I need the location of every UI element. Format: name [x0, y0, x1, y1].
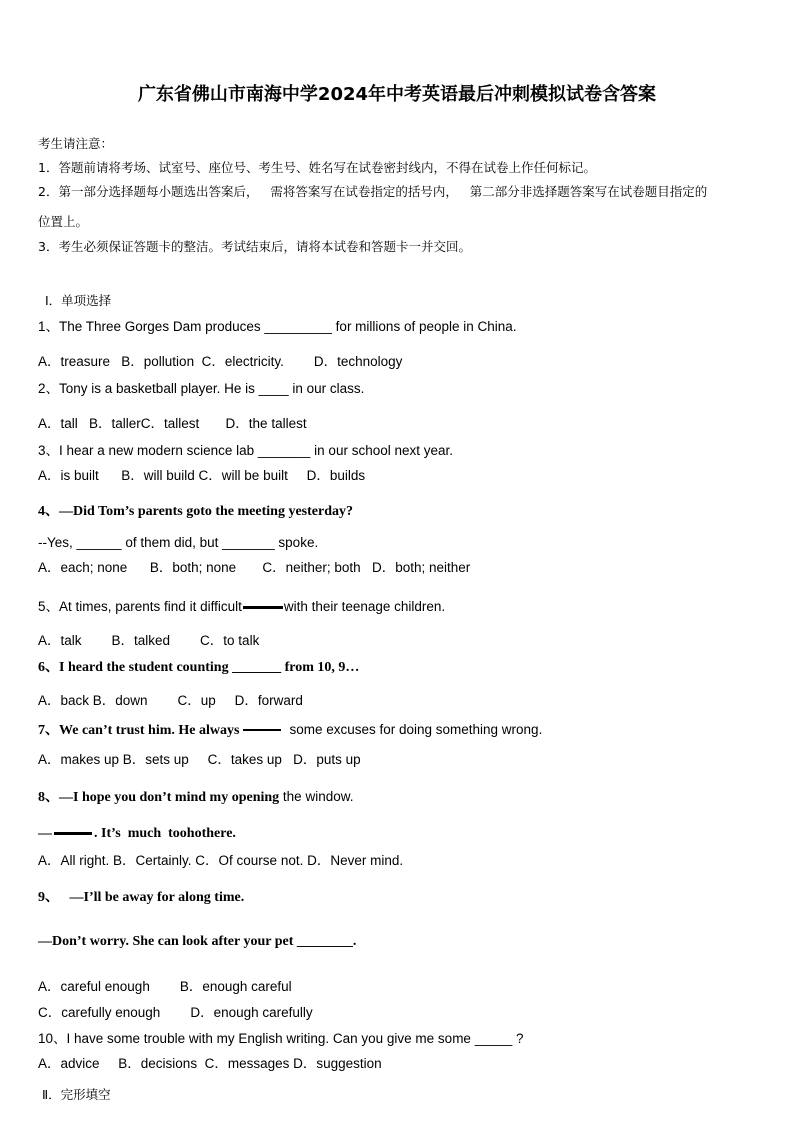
question-4-reply: --Yes, ______ of them did, but _______ spoke. — [38, 535, 319, 550]
question-8-options: A．All right. B．Certainly. C．Of course not. D．Never mind. — [38, 853, 404, 868]
question-10-stem: 10、I have some trouble with my English writing. Can you give me some _____ ? — [38, 1031, 524, 1046]
question-9-stem: 9、 —I’ll be away for along time. — [38, 890, 245, 905]
question-7-stem-end: some excuses for doing something wrong. — [289, 722, 543, 737]
reply-text: . It’s much toohothere. — [94, 826, 236, 841]
question-3-options: A．is built B．will build C．will be built D．builds — [38, 468, 366, 483]
blank-line — [243, 606, 283, 609]
question-2-stem: 2、Tony is a basketball player. He is ____ in our class. — [38, 381, 365, 396]
note-3: 3．考生必须保证答题卡的整洁。考试结束后，请将本试卷和答题卡一并交回。 — [38, 239, 471, 254]
section-heading-2: Ⅱ．完形填空 — [42, 1087, 111, 1102]
note-2-cont: 位置上。 — [38, 214, 89, 229]
question-9-options-1: A．careful enough B．enough careful — [38, 979, 292, 994]
question-9-options-2: C．carefully enough D．enough carefully — [38, 1005, 313, 1020]
reply-dash: — — [38, 826, 52, 841]
question-6-stem: 6、I heard the student counting _______ from 10, 9… — [38, 660, 360, 675]
note-2: 2．第一部分选择题每小题选出答案后， 需将答案写在试卷指定的括号内， 第二部分非选择题答案写在试卷题目指定的 — [38, 184, 708, 199]
note-1: 1．答题前请将考场、试室号、座位号、考生号、姓名写在试卷密封线内，不得在试卷上作任何标记。 — [38, 160, 596, 175]
question-1-options: A．treasure B．pollution C．electricity. D．technology — [38, 354, 403, 369]
page-title: 广东省佛山市南海中学2024年中考英语最后冲刺模拟试卷含答案 — [137, 84, 657, 105]
blank-line — [54, 832, 92, 835]
question-1-stem: 1、The Three Gorges Dam produces _________ for millions of people in China. — [38, 319, 517, 334]
question-8-reply — [38, 825, 236, 843]
question-8-stem-start: 8、—I hope you don’t mind my opening — [38, 790, 280, 805]
question-7-stem-start: 7、We can’t trust him. He always — [38, 723, 240, 738]
question-5-options: A．talk B．talked C．to talk — [38, 633, 260, 648]
question-6-options: A．back B．down C．up D．forward — [38, 693, 303, 708]
question-9-reply: —Don’t worry. She can look after your pet ________. — [38, 934, 357, 949]
question-7-stem — [38, 721, 542, 740]
question-10-options: A．advice B．decisions C．messages D．suggestion — [38, 1056, 382, 1071]
blank-line — [243, 729, 281, 731]
notes-heading: 考生请注意： — [38, 136, 114, 151]
question-7-options: A．makes up B．sets up C．takes up D．puts up — [38, 752, 361, 767]
question-2-options: A．tall B．tallerC．tallest D．the tallest — [38, 416, 307, 431]
question-4-stem: 4、—Did Tom’s parents goto the meeting yesterday? — [38, 504, 353, 519]
question-3-stem: 3、I hear a new modern science lab _______ in our school next year. — [38, 443, 454, 458]
question-5-stem — [38, 598, 445, 616]
question-8-stem-end: the window. — [279, 789, 354, 804]
section-heading-1: Ⅰ．单项选择 — [45, 293, 112, 308]
question-8-stem — [38, 788, 353, 807]
question-5-stem-start: 5、At times, parents find it difficult — [38, 599, 242, 614]
question-4-options: A．each; none B．both; none C．neither; both D．both; neither — [38, 560, 471, 575]
question-5-stem-end: with their teenage children. — [283, 599, 446, 614]
